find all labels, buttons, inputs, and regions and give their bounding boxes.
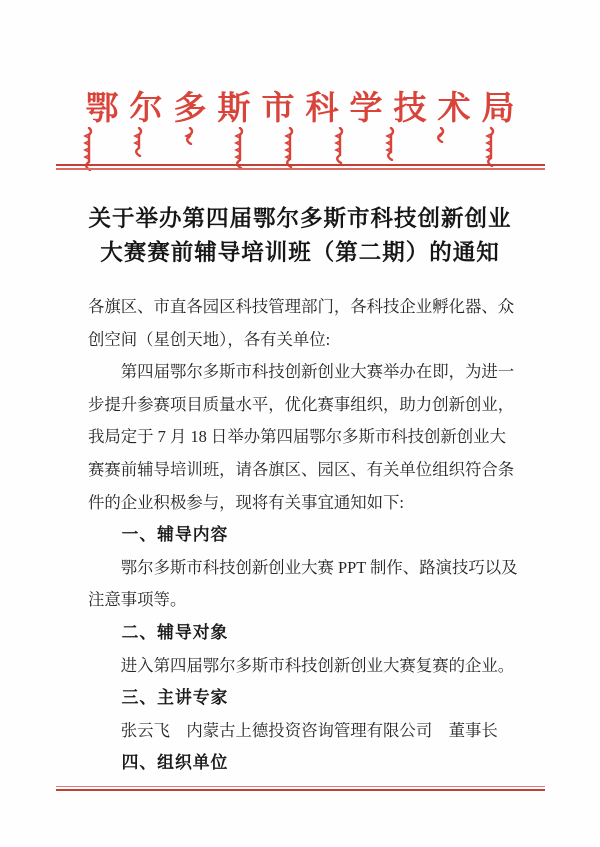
body-line: 步提升参赛项目质量水平，优化赛事组织，助力创新创业， — [88, 394, 515, 414]
mongolian-script-icon — [233, 127, 247, 169]
mongolian-script-icon — [183, 127, 197, 145]
mongolian-script-icon — [384, 127, 398, 161]
body-line: 鄂尔多斯市科技创新创业大赛 PPT 制作、路演技巧以及 — [120, 557, 518, 577]
divider-line — [56, 789, 545, 791]
body-line: 张云飞 内蒙古上德投资咨询管理有限公司 董事长 — [120, 720, 498, 740]
mongolian-script-icon — [484, 127, 498, 167]
section-heading-2: 二、辅导对象 — [121, 622, 229, 642]
body-line: 各旗区、市直各园区科技管理部门，各科技企业孵化器、众 — [88, 297, 515, 316]
body-line: 第四届鄂尔多斯市科技创新创业大赛举办在即，为进一 — [120, 362, 515, 382]
mongolian-script-icon — [283, 127, 297, 168]
divider-line — [56, 168, 545, 170]
section-heading-3: 三、主讲专家 — [121, 688, 229, 708]
body-line: 我局定于 7 月 18 日举办第四届鄂尔多斯市科技创新创业大 — [88, 427, 506, 447]
mongolian-script-icon — [434, 127, 448, 143]
document-title-line-1: 关于举办第四届鄂尔多斯市科技创新创业 — [88, 206, 512, 231]
mongolian-script-icon — [333, 127, 347, 164]
body-line: 创空间（星创天地），各有关单位: — [88, 329, 331, 349]
letterhead-divider — [56, 164, 545, 170]
body-line: 注意事项等。 — [88, 590, 187, 610]
section-heading-4: 四、组织单位 — [121, 753, 229, 773]
section-heading-1: 一、辅导内容 — [121, 525, 229, 545]
mongolian-script-icon — [132, 127, 146, 157]
document-body — [88, 291, 518, 780]
document-title — [40, 202, 560, 270]
footer-divider — [56, 786, 545, 791]
body-line: 赛赛前辅导培训班，请各旗区、园区、有关单位组织符合条 — [88, 459, 515, 479]
body-line: 进入第四届鄂尔多斯市科技创新创业大赛复赛的企业。 — [120, 655, 515, 675]
body-line: 件的企业积极参与，现将有关事宜通知如下: — [88, 492, 404, 512]
agency-name: 鄂尔多斯市科学技术局 — [85, 91, 526, 127]
document-title-line-2: 大赛赛前辅导培训班（第二期）的通知 — [100, 240, 500, 265]
